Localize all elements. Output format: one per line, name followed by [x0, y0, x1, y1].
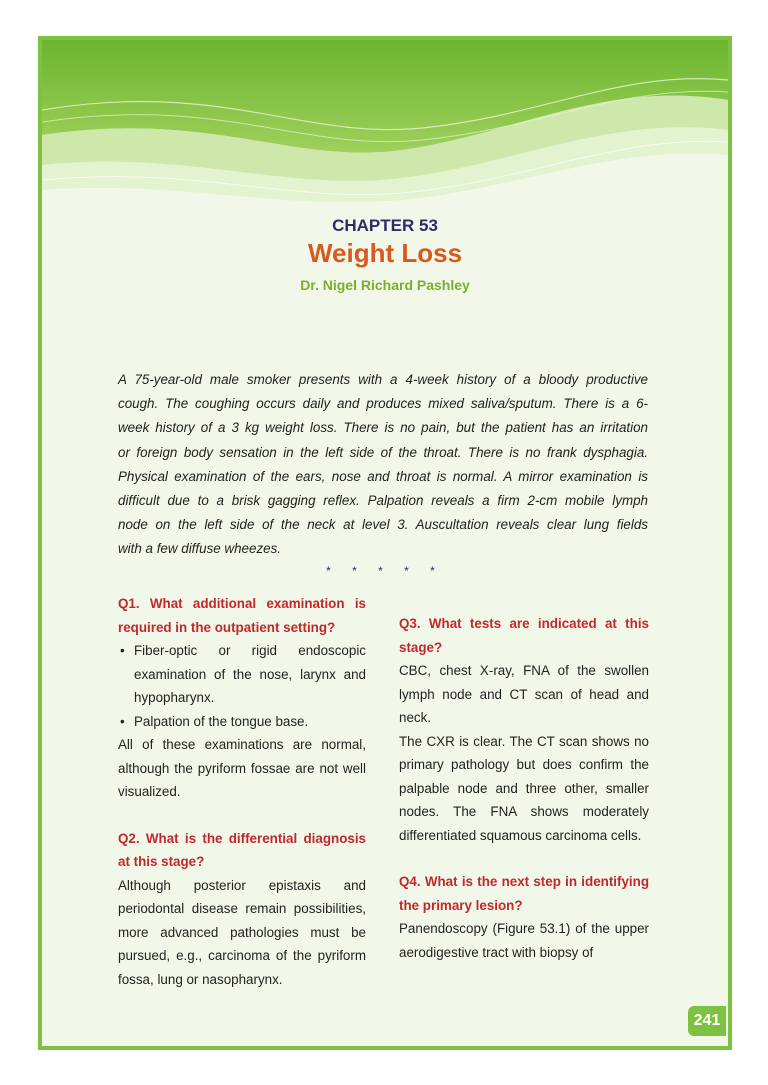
list-item: • Fiber-optic or rigid endoscopic examination of the nose, larynx and hypopharynx. [134, 639, 366, 710]
question-heading: Q1. What additional examination is required in the outpatient setting? [118, 596, 366, 635]
intro-line: Physical examination of the ears, nose and throat is normal. A mirror examination is [118, 468, 648, 484]
question-heading: Q4. What is the next step in identifying the primary lesion? [399, 874, 649, 913]
answer-text: Although posterior epistaxis and periodontal disease remain possibilities, more advanced pathologies must be pursued, e.g., carcinoma of the pyriform fossa, lung or nasopharynx. [118, 877, 366, 987]
left-column [118, 592, 366, 991]
question-heading: Q3. What tests are indicated at this stage? [399, 616, 649, 655]
case-intro [118, 368, 648, 537]
intro-line: or foreign body sensation in the left side of the throat. There is no frank dysphagia. [118, 444, 648, 460]
page-frame [38, 36, 732, 1050]
chapter-title: Weight Loss [307, 238, 463, 268]
chapter-author: Dr. Nigel Richard Pashley [300, 277, 470, 293]
bullet-list [118, 639, 366, 733]
answer-text: Panendoscopy (Figure 53.1) of the upper aerodigestive tract with biopsy of [399, 921, 649, 960]
section-separator: * * * * * [326, 564, 444, 578]
intro-line: cough. The coughing occurs daily and produces mixed saliva/sputum. There is a 6- [118, 396, 648, 412]
answer-text: The CXR is clear. The CT scan shows no primary pathology but does confirm the palpable node and three other, smaller nodes. The FNA shows moderately differentiated squamous carcinoma cells. [399, 733, 649, 843]
intro-line-last: with a few diffuse wheezes. [118, 541, 282, 556]
question-heading: Q2. What is the differential diagnosis at this stage? [118, 830, 366, 869]
page-number: 241 [688, 1006, 726, 1036]
right-column [399, 612, 649, 964]
answer-text: CBC, chest X-ray, FNA of the swollen lymph node and CT scan of head and neck. [399, 663, 649, 725]
list-item: • Palpation of the tongue base. [134, 710, 366, 734]
intro-line: A 75-year-old male smoker presents with a 4-week history of a bloody productive [118, 372, 648, 387]
page-body [42, 40, 728, 1046]
intro-line: difficult due to a brisk gagging reflex. Palpation reveals a firm 2-cm mobile lymph [118, 493, 648, 509]
intro-line: week history of a 3 kg weight loss. There is no pain, but the patient has an irritation [118, 420, 648, 436]
intro-line: node on the left side of the neck at level 3. Auscultation reveals clear lung fields [118, 517, 648, 533]
decorative-wave [42, 40, 728, 240]
answer-text: All of these examinations are normal, although the pyriform fossae are not well visualized. [118, 737, 366, 799]
chapter-number: CHAPTER 53 [332, 216, 438, 235]
